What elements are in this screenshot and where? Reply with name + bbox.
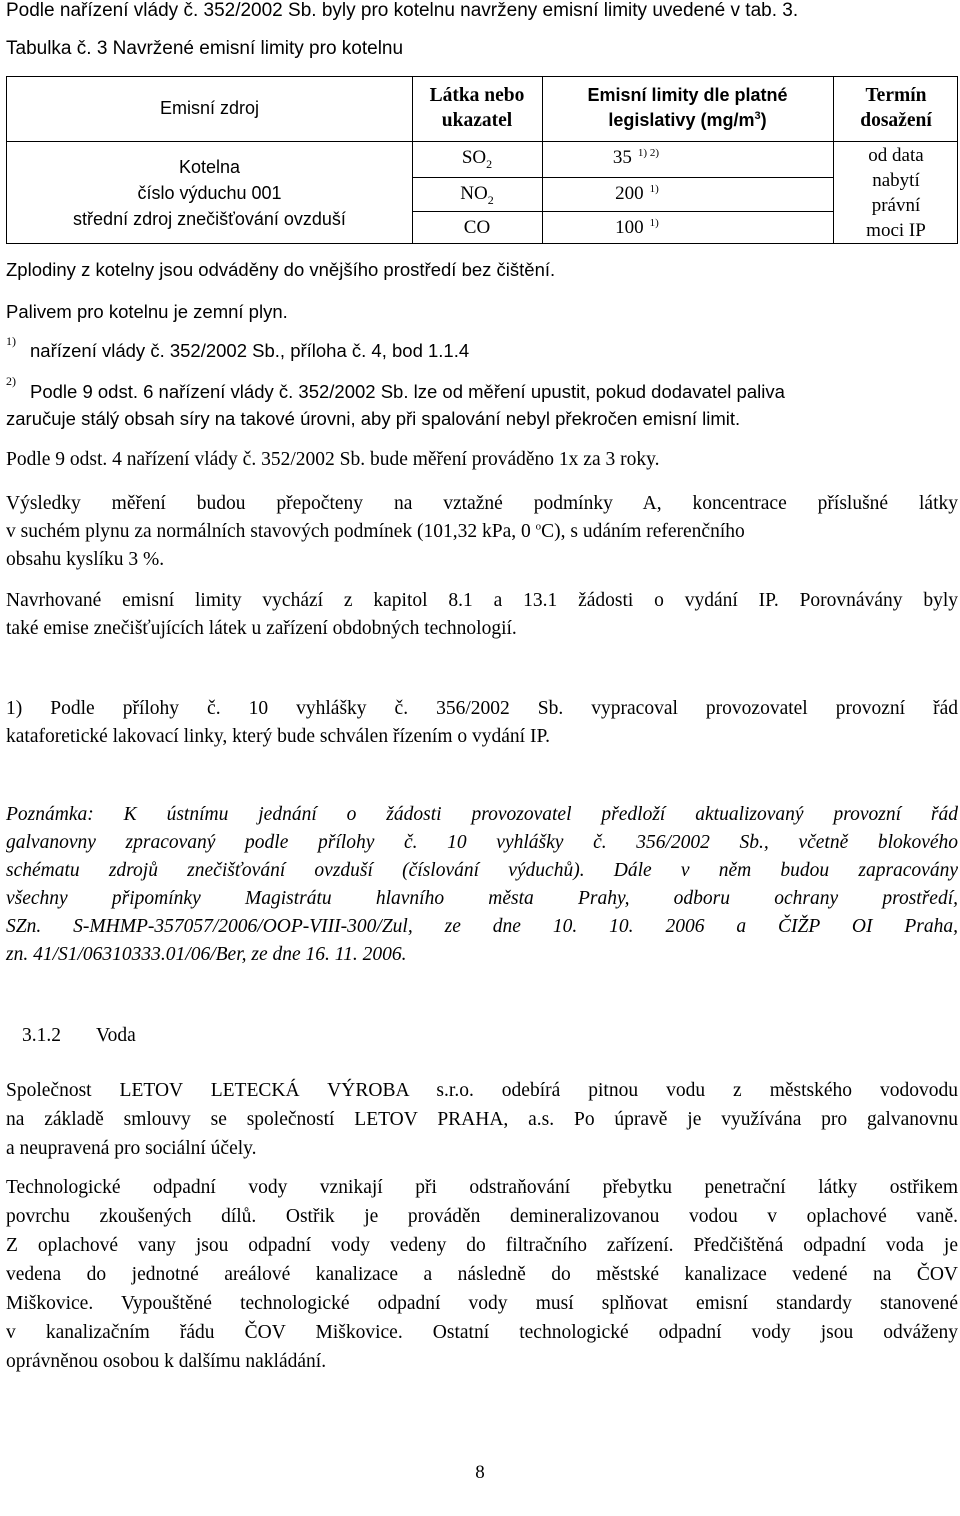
intro-text: Podle nařízení vlády č. 352/2002 Sb. byly pro kotelnu navrženy emisní limity uvedené v tab. 3. [6, 0, 799, 21]
header-limits [542, 83, 833, 133]
term-line: nabytí [872, 170, 920, 191]
footnote-2-line: Podle 9 odst. 6 nařízení vlády č. 352/2002 Sb. lze od měření upustit, pokud dodavatel paliva [30, 381, 785, 402]
results-text: v suchém plynu za normálních stavových podmínek (101,32 kPa, 0 [6, 521, 536, 542]
header-limits-close: ) [760, 110, 767, 130]
remark-line: schématu zdrojů znečišťování ovzduší (číslování výduchů). Dále v něm budou zapracovány [6, 860, 958, 881]
limit-note: 1) 2) [637, 146, 659, 159]
water-line: Společnost LETOV LETECKÁ VÝROBA s.r.o. odebírá pitnou vodu z městského vodovodu [6, 1080, 958, 1101]
substance-name: NO [460, 183, 488, 204]
source-line: číslo výduchu 001 [137, 183, 282, 203]
remark-line: zn. 41/S1/06310333.01/06/Ber, ze dne 16. 11. 2006. [6, 944, 407, 965]
remark-line: SZn. S-MHMP-357057/2006/OOP-VIII-300/Zul, ze dne 10. 10. 2006 a ČIŽP OI Praha, [6, 916, 958, 937]
ordinance-line: 1) Podle přílohy č. 10 vyhlášky č. 356/2002 Sb. vypracoval provozovatel provozní řád [6, 698, 958, 719]
proposed-line: Navrhované emisní limity vychází z kapitol 8.1 a 13.1 žádosti o vydání IP. Porovnávány byly [6, 590, 958, 611]
limit-value: 35 [612, 147, 632, 168]
water-line: Z oplachové vany jsou odpadní vody vedeny do filtračního zařízení. Předčištěná odpadní voda je [6, 1235, 958, 1256]
limit-co [567, 215, 707, 240]
results-line: Výsledky měření budou přepočteny na vztažné podmínky A, koncentrace příslušné látky [6, 493, 958, 514]
footnote-2-line: zaručuje stálý obsah síry na takové úrovni, aby při spalování nebyl překročen emisní limit. [6, 408, 741, 429]
footnote-2-mark: 2) [6, 374, 16, 388]
table-header-rule [7, 141, 957, 142]
water-line: povrchu zkoušených dílů. Ostřik je prováděn demineralizovanou vodou v oplachové vaně. [6, 1206, 958, 1227]
results-line [6, 518, 958, 546]
exhaust-note: Zplodiny z kotelny jsou odváděny do vnějšího prostředí bez čištění. [6, 259, 556, 280]
footnote-1-mark: 1) [6, 334, 16, 348]
remark-line: galvanovny zpracovaný podle přílohy č. 10 vyhlášky č. 356/2002 Sb., včetně blokového [6, 832, 958, 853]
table-caption: Tabulka č. 3 Navržené emisní limity pro kotelnu [6, 38, 404, 59]
section-title: Voda [96, 1025, 136, 1046]
limit-note: 1) [649, 182, 659, 195]
limit-value: 100 [615, 217, 644, 238]
header-term-line: dosažení [860, 110, 932, 131]
remark-line: Poznámka: K ústnímu jednání o žádosti provozovatel předloží aktualizovaný provozní řád [6, 804, 958, 825]
term-line: právní [871, 195, 921, 216]
substance-name: SO [461, 147, 487, 168]
water-line: a neupravená pro sociální účely. [6, 1138, 257, 1159]
substance-so2 [412, 145, 542, 170]
water-line: Miškovice. Vypouštěné technologické odpadní vody musí splňovat emisní standardy stanovené [6, 1293, 958, 1314]
remark-block [6, 801, 958, 969]
source-line: střední zdroj znečišťování ovzduší [73, 209, 346, 229]
emission-limits-table [6, 76, 958, 244]
limit-so2 [567, 145, 659, 170]
header-substance [412, 83, 542, 133]
substance-sub: 2 [486, 156, 493, 171]
source-cell [7, 154, 412, 232]
term-line: moci IP [866, 220, 926, 241]
water-paragraph-2 [6, 1173, 958, 1376]
substance-name: CO [463, 217, 491, 238]
water-line: vedena do jednotné areálové kanalizace a následně do městské kanalizace vedené na ČOV [6, 1264, 958, 1285]
term-cell [833, 143, 959, 243]
header-emission-source: Emisní zdroj [159, 98, 260, 118]
proposed-line: také emise znečišťujících látek u zařízení obdobných technologií. [6, 618, 517, 639]
substance-sub: 2 [487, 192, 494, 207]
water-line: Technologické odpadní vody vznikají při odstraňování přebytku penetrační látky ostřikem [6, 1177, 958, 1198]
water-line: na základě smlouvy se společností LETOV PRAHA, a.s. Po úpravě je využívána pro galvanovnu [6, 1109, 958, 1130]
term-line: od data [868, 145, 924, 166]
limit-no2 [567, 181, 707, 206]
section-number: 3.1.2 [22, 1025, 61, 1046]
limit-value: 200 [615, 183, 644, 204]
table-row-rule [412, 211, 833, 212]
remark-line: všechny připomínky Magistrátu hlavního města Prahy, odboru ochrany prostředí, [6, 888, 958, 909]
source-line: Kotelna [178, 157, 241, 177]
header-substance-line: Látka nebo [429, 85, 525, 106]
measurement-paragraph: Podle 9 odst. 4 nařízení vlády č. 352/2002 Sb. bude měření prováděno 1x za 3 roky. [6, 449, 660, 470]
table-row-rule [412, 177, 833, 178]
limit-note: 1) [649, 216, 659, 229]
water-line: v kanalizačním řádu ČOV Miškovice. Ostatní technologické odpadní vody jsou odváženy [6, 1322, 958, 1343]
header-term-line: Termín [865, 85, 927, 106]
water-line: oprávněnou osobou k dalšímu nakládání. [6, 1351, 327, 1372]
water-paragraph-1 [6, 1076, 958, 1163]
header-limits-line [542, 108, 833, 133]
results-text: C), s udáním referenčního [541, 521, 745, 542]
page-number: 8 [475, 1462, 485, 1483]
degree-sup: o [535, 520, 542, 533]
substance-no2 [412, 181, 542, 206]
header-term [833, 83, 959, 133]
header-limits-sup: 3 [754, 110, 761, 122]
results-line: obsahu kyslíku 3 %. [6, 549, 165, 570]
header-substance-line: ukazatel [441, 110, 513, 131]
footnote-1: nařízení vlády č. 352/2002 Sb., příloha č. 4, bod 1.1.4 [30, 340, 470, 361]
header-limits-unit: legislativy (mg/m [608, 110, 755, 130]
fuel-note: Palivem pro kotelnu je zemní plyn. [6, 301, 288, 322]
substance-co [412, 215, 542, 240]
ordinance-line: kataforetické lakovací linky, který bude schválen řízením o vydání IP. [6, 726, 551, 747]
header-limits-line: Emisní limity dle platné [587, 85, 788, 105]
